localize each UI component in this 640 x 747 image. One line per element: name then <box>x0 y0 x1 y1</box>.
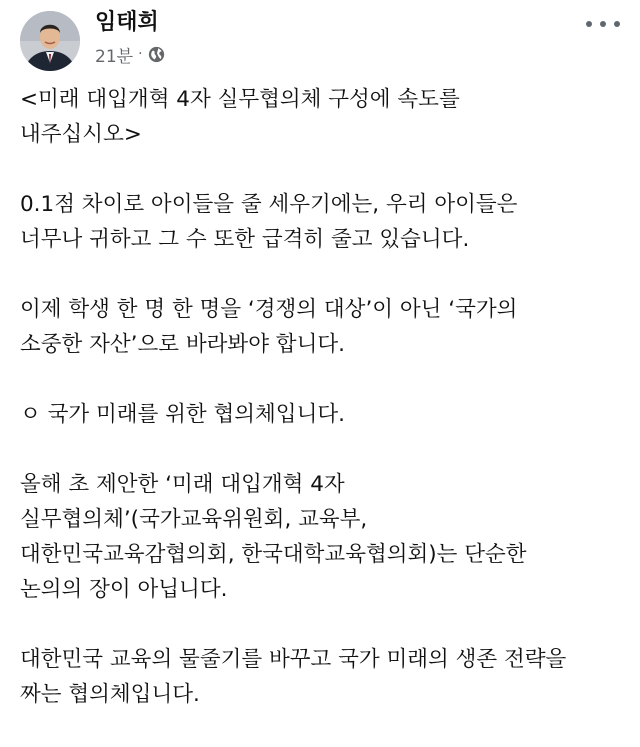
avatar[interactable] <box>20 11 80 71</box>
post-line: 실무협의체’(국가교육위원회, 교육부, <box>20 507 368 532</box>
post-line: 0.1점 차이로 아이들을 줄 세우기에는, 우리 아이들은 <box>20 192 518 217</box>
post-paragraph <box>20 397 625 432</box>
post-paragraph <box>20 187 625 257</box>
post-line: 논의의 장이 아닙니다. <box>20 577 228 602</box>
post-paragraph <box>20 467 625 607</box>
post-paragraph <box>20 642 625 712</box>
post-line: 대한민국 교육의 물줄기를 바꾸고 국가 미래의 생존 전략을 <box>20 647 567 672</box>
globe-icon[interactable] <box>148 46 165 63</box>
post-line: 짜는 협의체입니다. <box>20 682 200 707</box>
post-paragraph <box>20 292 625 362</box>
author-name[interactable]: 임태희 <box>95 10 159 35</box>
post-line: 올해 초 제안한 ‘미래 대입개혁 4자 <box>20 472 345 497</box>
post-meta <box>95 42 165 66</box>
profile-photo <box>20 11 80 71</box>
post-line: 소중한 자산’으로 바라봐야 합니다. <box>20 332 345 357</box>
post-timestamp[interactable]: 21분 <box>95 46 134 67</box>
post-line: 이제 학생 한 명 한 명을 ‘경쟁의 대상’이 아닌 ‘국가의 <box>20 297 518 322</box>
more-horizontal-icon <box>586 21 592 27</box>
more-options-button[interactable] <box>586 14 620 34</box>
post-line: ㅇ 국가 미래를 위한 협의체입니다. <box>20 402 345 427</box>
post-paragraph <box>20 82 625 152</box>
post-line: <미래 대입개혁 4자 실무협의체 구성에 속도를 <box>20 87 460 112</box>
post-header <box>0 0 640 80</box>
meta-separator: · <box>138 46 143 62</box>
post-line: 너무나 귀하고 그 수 또한 급격히 줄고 있습니다. <box>20 227 470 252</box>
post-text <box>20 82 625 747</box>
post-line: 내주십시오> <box>20 122 142 147</box>
post-line: 대한민국교육감협의회, 한국대학교육협의회)는 단순한 <box>20 542 527 567</box>
